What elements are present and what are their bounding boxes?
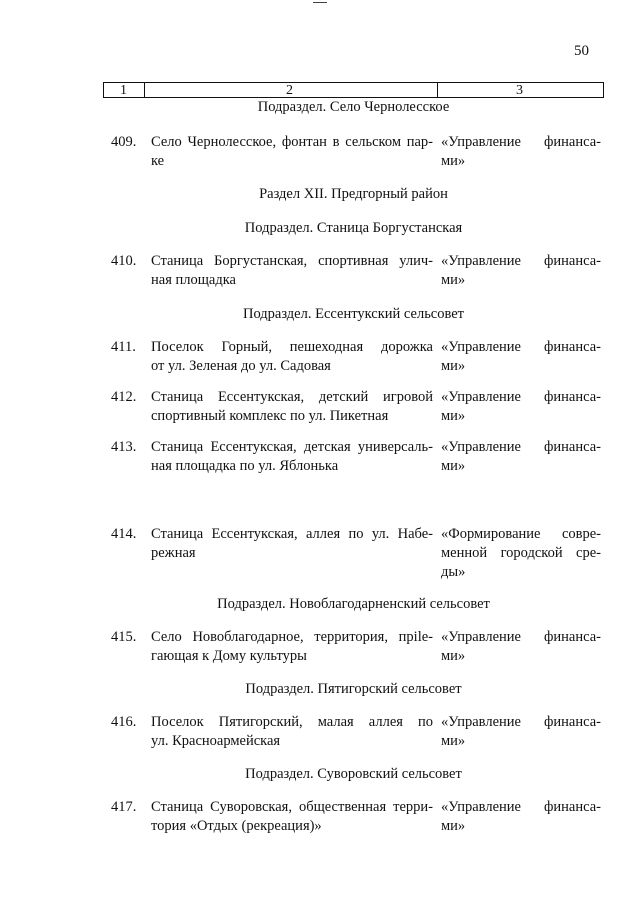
row-number: 416. [111, 714, 137, 730]
row-description [151, 525, 433, 563]
program-line: ми» [441, 272, 466, 288]
row-program [441, 438, 601, 476]
program-line: «Управление финанса- [441, 253, 601, 269]
page-number: 50 [574, 43, 589, 59]
row-description [151, 388, 433, 426]
section-heading: Подраздел. Ессентукский сельсовет [242, 306, 465, 322]
row-program [441, 713, 601, 751]
row-number: 417. [111, 799, 137, 815]
description-line: Село Чернолесское, фонтан в сельском пар- [151, 134, 433, 150]
row-program [441, 338, 601, 376]
program-line: «Управление финанса- [441, 389, 601, 405]
top-dash-mark [313, 2, 327, 3]
column-divider [437, 83, 438, 97]
description-line: Поселок Горный, пешеходная дорожка [151, 339, 433, 355]
description-line: ная площадка [151, 272, 236, 288]
program-line: «Управление финанса- [441, 714, 601, 730]
program-line: «Управление финанса- [441, 799, 601, 815]
row-program [441, 798, 601, 836]
program-line: ды» [441, 564, 466, 580]
row-number: 414. [111, 526, 137, 542]
program-line: ми» [441, 733, 466, 749]
description-line: Поселок Пятигорский, малая аллея по [151, 714, 433, 730]
program-line: ми» [441, 648, 466, 664]
row-description [151, 338, 433, 376]
description-line: ке [151, 153, 165, 169]
row-program [441, 133, 601, 171]
program-line: ми» [441, 458, 466, 474]
program-line: «Управление финанса- [441, 339, 601, 355]
description-line: гающая к Дому культуры [151, 648, 307, 664]
section-heading: Подраздел. Пятигорский сельсовет [245, 681, 462, 697]
row-description [151, 798, 433, 836]
row-number: 412. [111, 389, 137, 405]
row-program [441, 525, 601, 582]
row-number: 413. [111, 439, 137, 455]
program-line: «Управление финанса- [441, 629, 601, 645]
row-description [151, 713, 433, 751]
description-line: Станица Суворовская, общественная терри- [151, 799, 433, 815]
column-divider [144, 83, 145, 97]
row-description [151, 133, 433, 171]
row-number: 410. [111, 253, 137, 269]
column-header-row [103, 82, 604, 98]
program-line: ми» [441, 408, 466, 424]
row-program [441, 388, 601, 426]
column-header-3: 3 [516, 83, 523, 98]
program-line: «Управление финанса- [441, 134, 601, 150]
section-heading: Раздел XII. Предгорный район [259, 186, 448, 202]
column-header-1: 1 [120, 83, 127, 98]
program-line: ми» [441, 818, 466, 834]
row-number: 411. [111, 339, 136, 355]
section-heading: Подраздел. Село Чернолесское [257, 99, 450, 115]
row-program [441, 628, 601, 666]
description-line: Станица Ессентукская, детская универсаль- [151, 439, 433, 455]
description-line: Станица Ессентукская, аллея по ул. Набе- [151, 526, 433, 542]
description-line: Станица Боргустанская, спортивная улич- [151, 253, 433, 269]
program-line: «Управление финанса- [441, 439, 601, 455]
row-description [151, 438, 433, 476]
row-description [151, 628, 433, 666]
row-number: 415. [111, 629, 137, 645]
section-heading: Подраздел. Новоблагодарненский сельсовет [217, 596, 490, 612]
program-line: «Формирование совре- [441, 526, 601, 542]
section-heading: Подраздел. Станица Боргустанская [244, 220, 463, 236]
section-heading: Подраздел. Суворовский сельсовет [245, 766, 462, 782]
description-line: Село Новоблагодарное, территория, прile- [151, 629, 433, 645]
description-line: от ул. Зеленая до ул. Садовая [151, 358, 331, 374]
column-header-2: 2 [286, 83, 293, 98]
row-description [151, 252, 433, 290]
program-line: ми» [441, 153, 466, 169]
description-line: ул. Красноармейская [151, 733, 281, 749]
row-program [441, 252, 601, 290]
description-line: ная площадка по ул. Яблонька [151, 458, 339, 474]
program-line: менной городской сре- [441, 545, 601, 561]
description-line: Станица Ессентукская, детский игровой [151, 389, 433, 405]
description-line: спортивный комплекс по ул. Пикетная [151, 408, 389, 424]
description-line: режная [151, 545, 196, 561]
row-number: 409. [111, 134, 137, 150]
program-line: ми» [441, 358, 466, 374]
description-line: тория «Отдых (рекреация)» [151, 818, 322, 834]
